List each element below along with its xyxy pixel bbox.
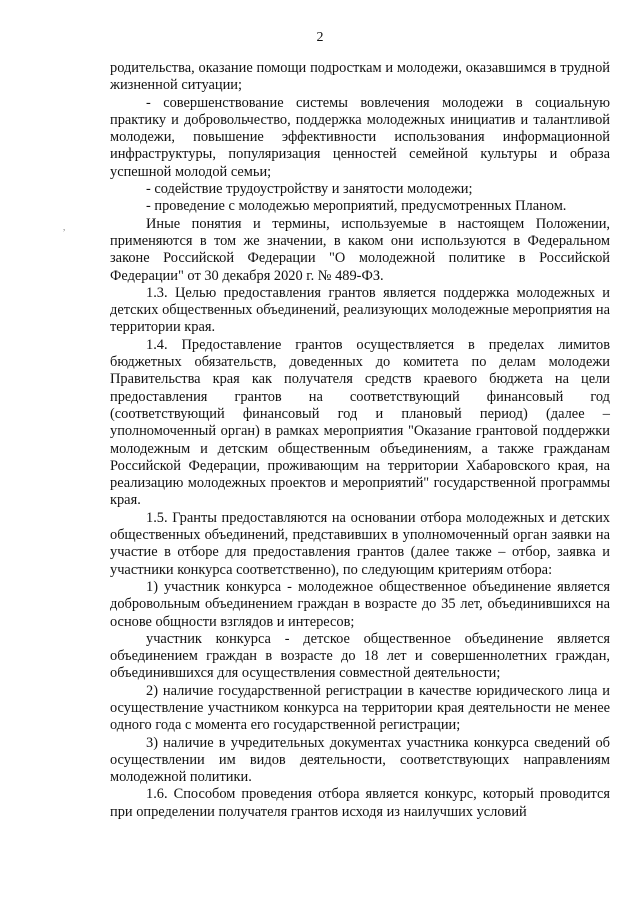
paragraph: 3) наличие в учредительных документах участника конкурса сведений об осуществлении им видов деятельности, соответствующих направлениям молодежной политики. [110, 734, 610, 786]
paragraph: - совершенствование системы вовлечения молодежи в социальную практику и добровольчество, поддержка молодежных инициатив и талантливой молодежи, повышение эффективности использования информационной инфраструктуры, популяризация ценностей семейной культуры и образа успешной молодой семьи; [110, 94, 610, 180]
margin-mark: , [63, 222, 66, 232]
paragraph: участник конкурса - детское общественное объединение является объединением граждан в возрасте до 18 лет и совершеннолетних граждан, объединившихся для осуществления совместной деятельности; [110, 630, 610, 682]
paragraph: 1.5. Гранты предоставляются на основании отбора молодежных и детских общественных объединений, представивших в уполномоченный орган заявки на участие в отборе для предоставления грантов (далее также – отбор, заявка и участники конкурса соответственно), по следующим критериям отбора: [110, 509, 610, 578]
paragraph: 1) участник конкурса - молодежное общественное объединение является добровольным объединением граждан в возрасте до 35 лет, объединившихся на основе общности взглядов и интересов; [110, 578, 610, 630]
paragraph: - проведение с молодежью мероприятий, предусмотренных Планом. [146, 198, 567, 215]
paragraph: 2) наличие государственной регистрации в качестве юридического лица и осуществление участником конкурса на территории края деятельности не менее одного года с момента его государственной регистрации; [110, 682, 610, 734]
paragraph: - содействие трудоустройству и занятости молодежи; [146, 181, 473, 198]
paragraph: 1.3. Целью предоставления грантов является поддержка молодежных и детских общественных объединений, реализующих молодежные мероприятия на территории края. [110, 284, 610, 336]
paragraph: 1.6. Способом проведения отбора является конкурс, который проводится при определении получателя грантов исходя из наилучших условий [110, 786, 610, 820]
document-body [110, 60, 610, 821]
page-number: 2 [316, 30, 324, 45]
paragraph: 1.4. Предоставление грантов осуществляется в пределах лимитов бюджетных обязательств, доведенных до комитета по делам молодежи Правительства края как получателя средств краевого бюджета на цели предоставления грантов на соответствующий финансовый год (соответствующий финансовый год и плановый период) (далее – уполномоченный орган) в рамках мероприятия "Оказание грантовой поддержки молодежным и детским общественным объединениям, а также гражданам Российской Федерации, проживающим на территории Хабаровского края, на реализацию молодежных проектов и мероприятий" государственной программы края. [110, 336, 610, 509]
paragraph: родительства, оказание помощи подросткам и молодежи, оказавшимся в трудной жизненной ситуации; [110, 60, 610, 94]
paragraph: Иные понятия и термины, используемые в настоящем Положении, применяются в том же значении, в каком они используются в Федеральном законе Российской Федерации "О молодежной политике в Российской Федерации" от 30 декабря 2020 г. № 489-ФЗ. [110, 215, 610, 284]
